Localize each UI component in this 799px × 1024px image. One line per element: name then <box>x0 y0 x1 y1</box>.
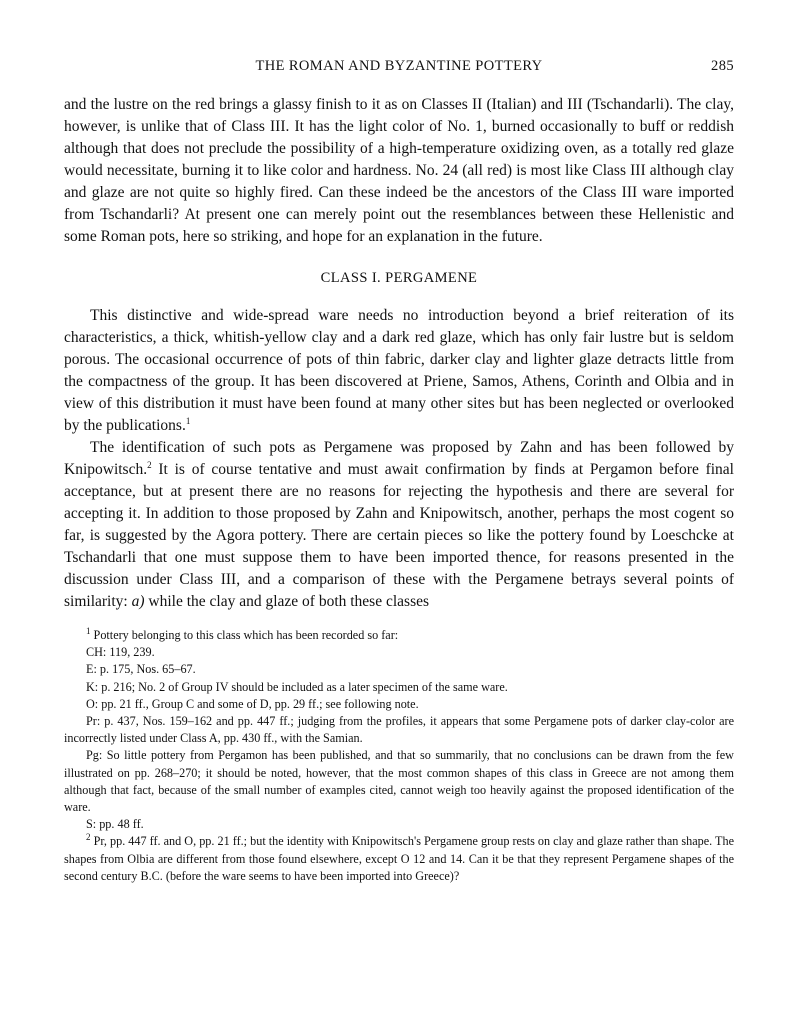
footnote-1-item: CH: 119, 239. <box>86 645 155 660</box>
footnote-1-item: S: pp. 48 ff. <box>86 817 144 832</box>
paragraph-intro-text: This distinctive and wide-spread ware needs no introduction beyond a brief reiteration of its characteristics, a thick, whitish-yellow clay and a dark red glaze, which has only fair lustre but is seldom porous. The occasional occurrence of pots of thin fabric, darker clay and lighter glaze detracts little from the compactness of the group. It has been discovered at Priene, Samos, Athens, Corinth and Olbia and in view of this distribution it must have been found at many other sites but has been neglected or overlooked by the publications. <box>64 307 734 434</box>
footnotes <box>64 627 734 885</box>
main-text <box>64 94 734 613</box>
footnote-1-item: Pg: So little pottery from Pergamon has been published, and that so summarily, that no conclusions can be drawn from the few illustrated on pp. 268–270; it should be noted, however, that the most common shapes of this class in Greece are not among them although that fact, because of the small number of examples cited, cannot weigh too heavily against the proposed identification of the ware. <box>64 748 734 815</box>
footnote-1-item: K: p. 216; No. 2 of Group IV should be included as a later specimen of the same ware. <box>86 679 508 694</box>
footnote-1-mark: 1 <box>86 625 91 636</box>
paragraph-identification-b: It is of course tentative and must await confirmation by finds at Pergamon before final acceptance, but at present there are no reasons for rejecting the hypothesis and there are several for accepting it. In addition to those proposed by Zahn and Knipowitsch, another, perhaps the most cogent so far, is suggested by the Agora pottery. There are certain pieces so like the pottery found by Loeschcke at Tschandarli that one must suppose them to have been imported thence, for reasons presented in the discussion under Class III, and a comparison of these with the Pergamene betrays several points of similarity: <box>64 461 734 610</box>
footnote-2 <box>64 833 734 885</box>
running-title: THE ROMAN AND BYZANTINE POTTERY <box>255 58 543 74</box>
footnote-2-mark: 2 <box>86 832 91 843</box>
footnote-1-intro: Pottery belonging to this class which has been recorded so far: <box>93 628 399 642</box>
paragraph-identification <box>64 437 734 613</box>
section-heading: CLASS I. PERGAMENE <box>320 270 478 286</box>
page-number: 285 <box>711 58 734 74</box>
footnote-1 <box>64 627 734 644</box>
paragraph-identification-c: while the clay and glaze of both these classes <box>144 593 430 610</box>
list-label-a: a) <box>131 593 145 610</box>
footnote-ref-1[interactable]: 1 <box>185 415 191 426</box>
footnote-1-item: E: p. 175, Nos. 65–67. <box>86 662 196 677</box>
running-header <box>64 58 734 80</box>
paragraph-identification-a: The identification of such pots as Pergamene was proposed by Zahn and has been followed by Knipowitsch. <box>64 439 734 478</box>
footnote-2-text: Pr, pp. 447 ff. and O, pp. 21 ff.; but the identity with Knipowitsch's Pergamene group rests on clay and glaze rather than shape. The shapes from Olbia are different from those found elsewhere, except O 12 and 14. Can it be that they represent Pergamene shapes of the second century B.C. (before the ware seems to have been imported into Greece)? <box>64 834 734 883</box>
footnote-ref-2[interactable]: 2 <box>147 459 152 470</box>
page <box>64 58 734 885</box>
paragraph-continuation: and the lustre on the red brings a glassy finish to it as on Classes II (Italian) and III (Tschandarli). The clay, however, is unlike that of Class III. It has the light color of No. 1, burned occasionally to buff or reddish although that does not preclude the possibility of a high-temperature oxidizing oven, as a totally red glaze would necessitate, burning it to like color and hardness. No. 24 (all red) is most like Class III although clay and glaze are not quite so highly fired. Can these indeed be the ancestors of the Class III ware imported from Tschandarli? At present one can merely point out the resemblances between these Hellenistic and some Roman pots, here so striking, and hope for an explanation in the future. <box>64 96 734 245</box>
footnote-1-item: O: pp. 21 ff., Group C and some of D, pp. 29 ff.; see following note. <box>86 696 419 711</box>
footnote-1-item: Pr: p. 437, Nos. 159–162 and pp. 447 ff.; judging from the profiles, it appears that some Pergamene pots of darker clay-color are incorrectly listed under Class A, pp. 430 ff., with the Samian. <box>64 714 734 746</box>
paragraph-intro <box>64 305 734 437</box>
